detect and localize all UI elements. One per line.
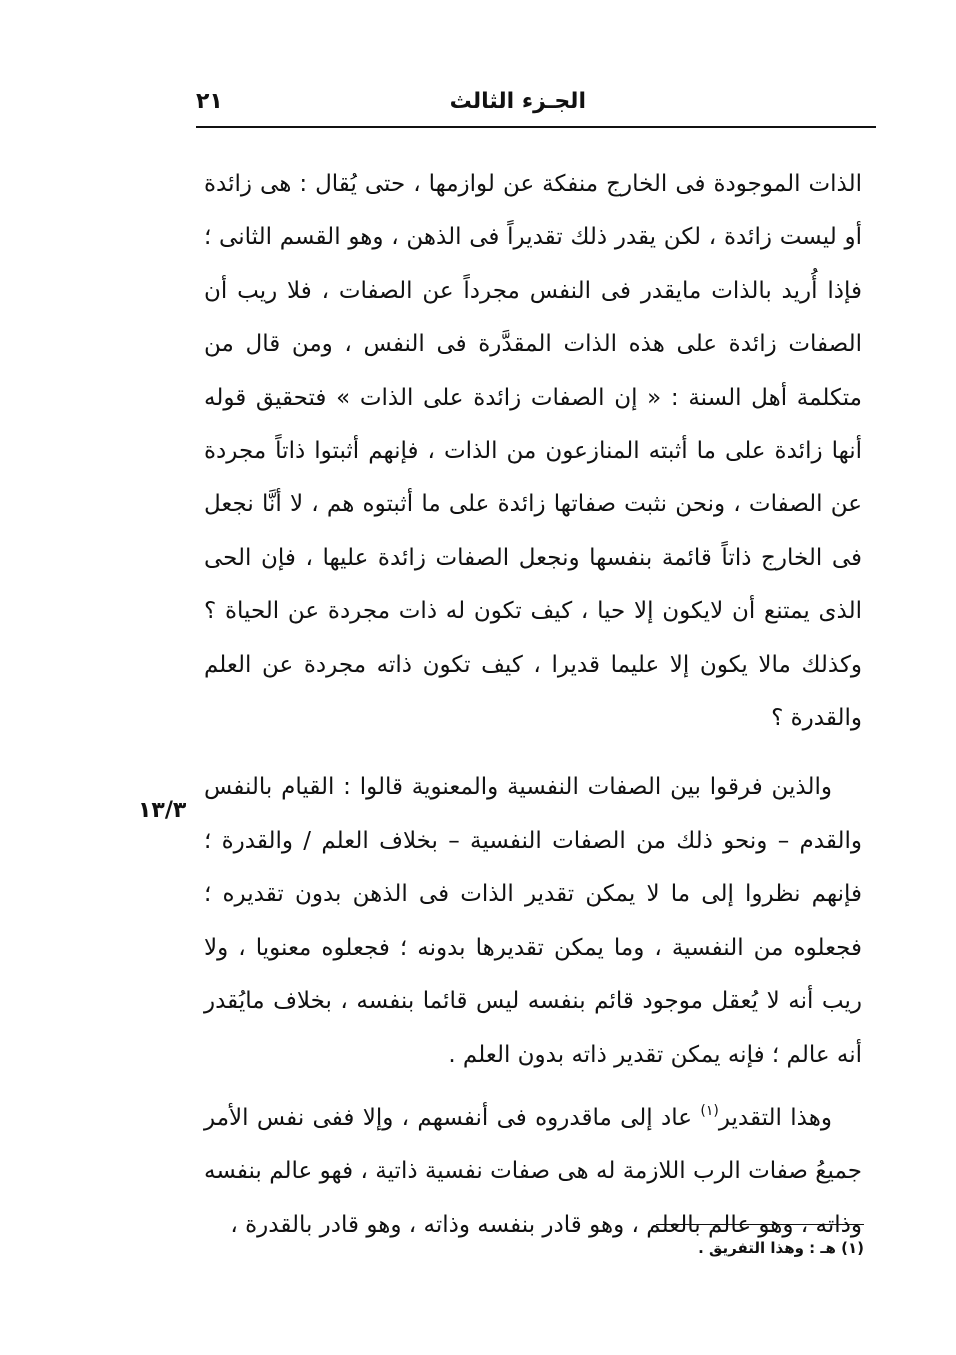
header-rule bbox=[196, 126, 876, 128]
paragraph-2: والذين فرقوا بين الصفات النفسية والمعنوية قالوا : القيام بالنفس والقدم – ونحو ذلك من الصفات النفسية – بخلاف العلم / والقدرة ؛ فإنهم نظروا إلى ما لا يمكن تقدير الذات فى الذهن بدون تقديره ؛ فجعلوه من النفسية ، وما يمكن تقديرها بدونه ؛ فجعلوه معنويا ، ولا ريب أنه لا يُعقل موجود قائم بنفسه ليس قائما بنفسه ، بخلاف مايُقدر أنه عالم ؛ فإنه يمكن تقدير ذاته بدون العلم . bbox=[204, 774, 862, 1068]
footnote-marker: (١) bbox=[700, 1102, 719, 1119]
header-title: الجـزء الثالث bbox=[449, 89, 586, 114]
running-header bbox=[196, 84, 876, 120]
paragraph-1: الذات الموجودة فى الخارج منفكة عن لوازمها ، حتى يُقال : هى زائدة أو ليست زائدة ، لكن يقدر ذلك تقديراً فى الذهن ، وهو القسم الثانى ؛ فإذا أُريد بالذات مايقدر فى النفس مجرداً عن الصفات ، فلا ريب أن الصفات زائدة على هذه الذات المقدَّرة فى النفس ، ومن قال من متكلمة أهل السنة : « إن الصفات زائدة على الذات » فتحقيق قوله أنها زائدة على ما أثبته المنازعون من الذات ، فإنهم أثبتوا ذاتاً مجردة عن الصفات ، ونحن نثبت صفاتها زائدة على ما أثبتوه هم ، لا أنَّا نجعل فى الخارج ذاتاً قائمة بنفسها ونجعل الصفات زائدة عليها ، فإن الحى الذى يمتنع أن لايكون إلا حيا ، كيف تكون له ذات مجردة عن الحياة ؟ وكذلك مالا يكون إلا عليما قديرا ، كيف تكون ذاته مجردة عن العلم والقدرة ؟ bbox=[204, 171, 862, 732]
footnote: (١) هـ : وهذا التفريق . bbox=[698, 1239, 864, 1257]
paragraph-3 bbox=[204, 1092, 862, 1252]
paragraph-3-rest: عاد إلى ماقدروه فى أنفسهم ، وإلا ففى نفس الأمر جميعُ صفات الرب اللازمة له هى صفات نفسية ذاتية ، فهو عالم بنفسه وذاته ، وهو عالم بالعلم ، وهو قادر بنفسه وذاته ، وهو قادر بالقدرة ، bbox=[204, 1104, 862, 1238]
main-text bbox=[204, 158, 862, 1252]
page-number: ٢١ bbox=[196, 89, 223, 114]
paragraph-3-start: وهذا التقدير bbox=[718, 1104, 832, 1131]
footnote-rule bbox=[656, 1224, 864, 1225]
margin-reference: ١٣/٣ bbox=[138, 798, 187, 823]
